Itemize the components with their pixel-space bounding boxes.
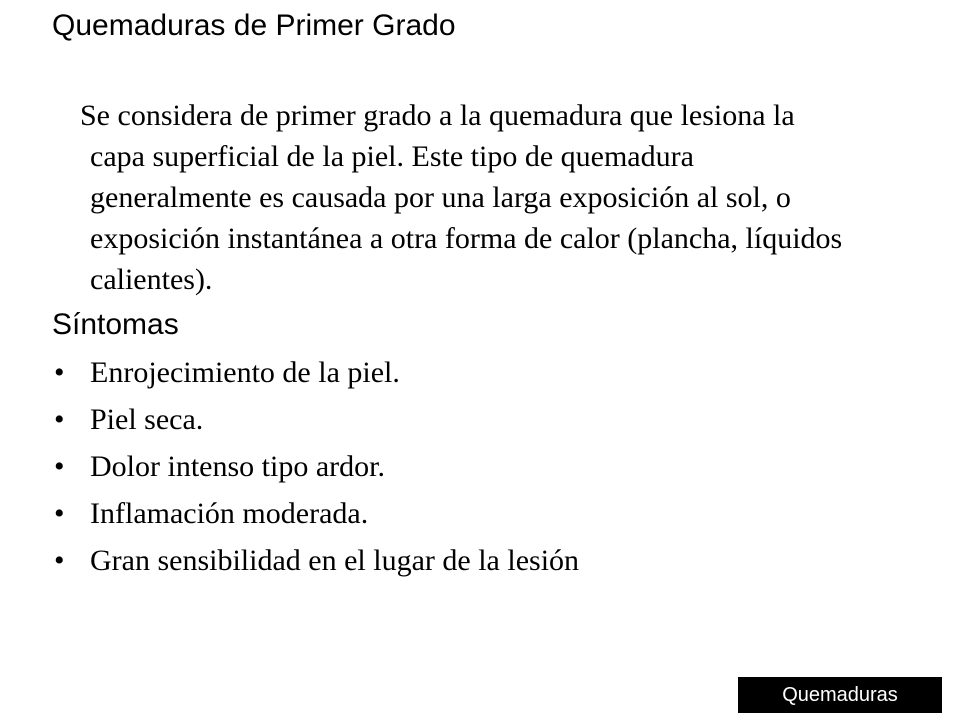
slide-title: Quemaduras de Primer Grado: [52, 9, 456, 42]
intro-paragraph: Se considera de primer grado a la quemadura que lesiona la capa superficial de la piel. Este tipo de quemadura generalmente es causada por una larga exposición al sol, o exposición instantánea a otra forma de calor (plancha, líquidos calientes).: [80, 99, 843, 296]
bullet-icon: •: [54, 450, 65, 483]
symptom-text: Piel seca.: [90, 403, 204, 436]
symptom-text: Gran sensibilidad en el lugar de la lesión: [90, 544, 580, 577]
symptom-text: Inflamación moderada.: [90, 497, 369, 530]
symptom-text: Dolor intenso tipo ardor.: [90, 450, 385, 483]
footer-tag: Quemaduras: [738, 677, 942, 713]
bullet-icon: •: [54, 403, 65, 436]
symptoms-heading: Síntomas: [52, 308, 179, 341]
bullet-icon: •: [54, 544, 65, 577]
symptom-text: Enrojecimiento de la piel.: [90, 356, 400, 389]
bullet-icon: •: [54, 356, 65, 389]
bullet-icon: •: [54, 497, 65, 530]
